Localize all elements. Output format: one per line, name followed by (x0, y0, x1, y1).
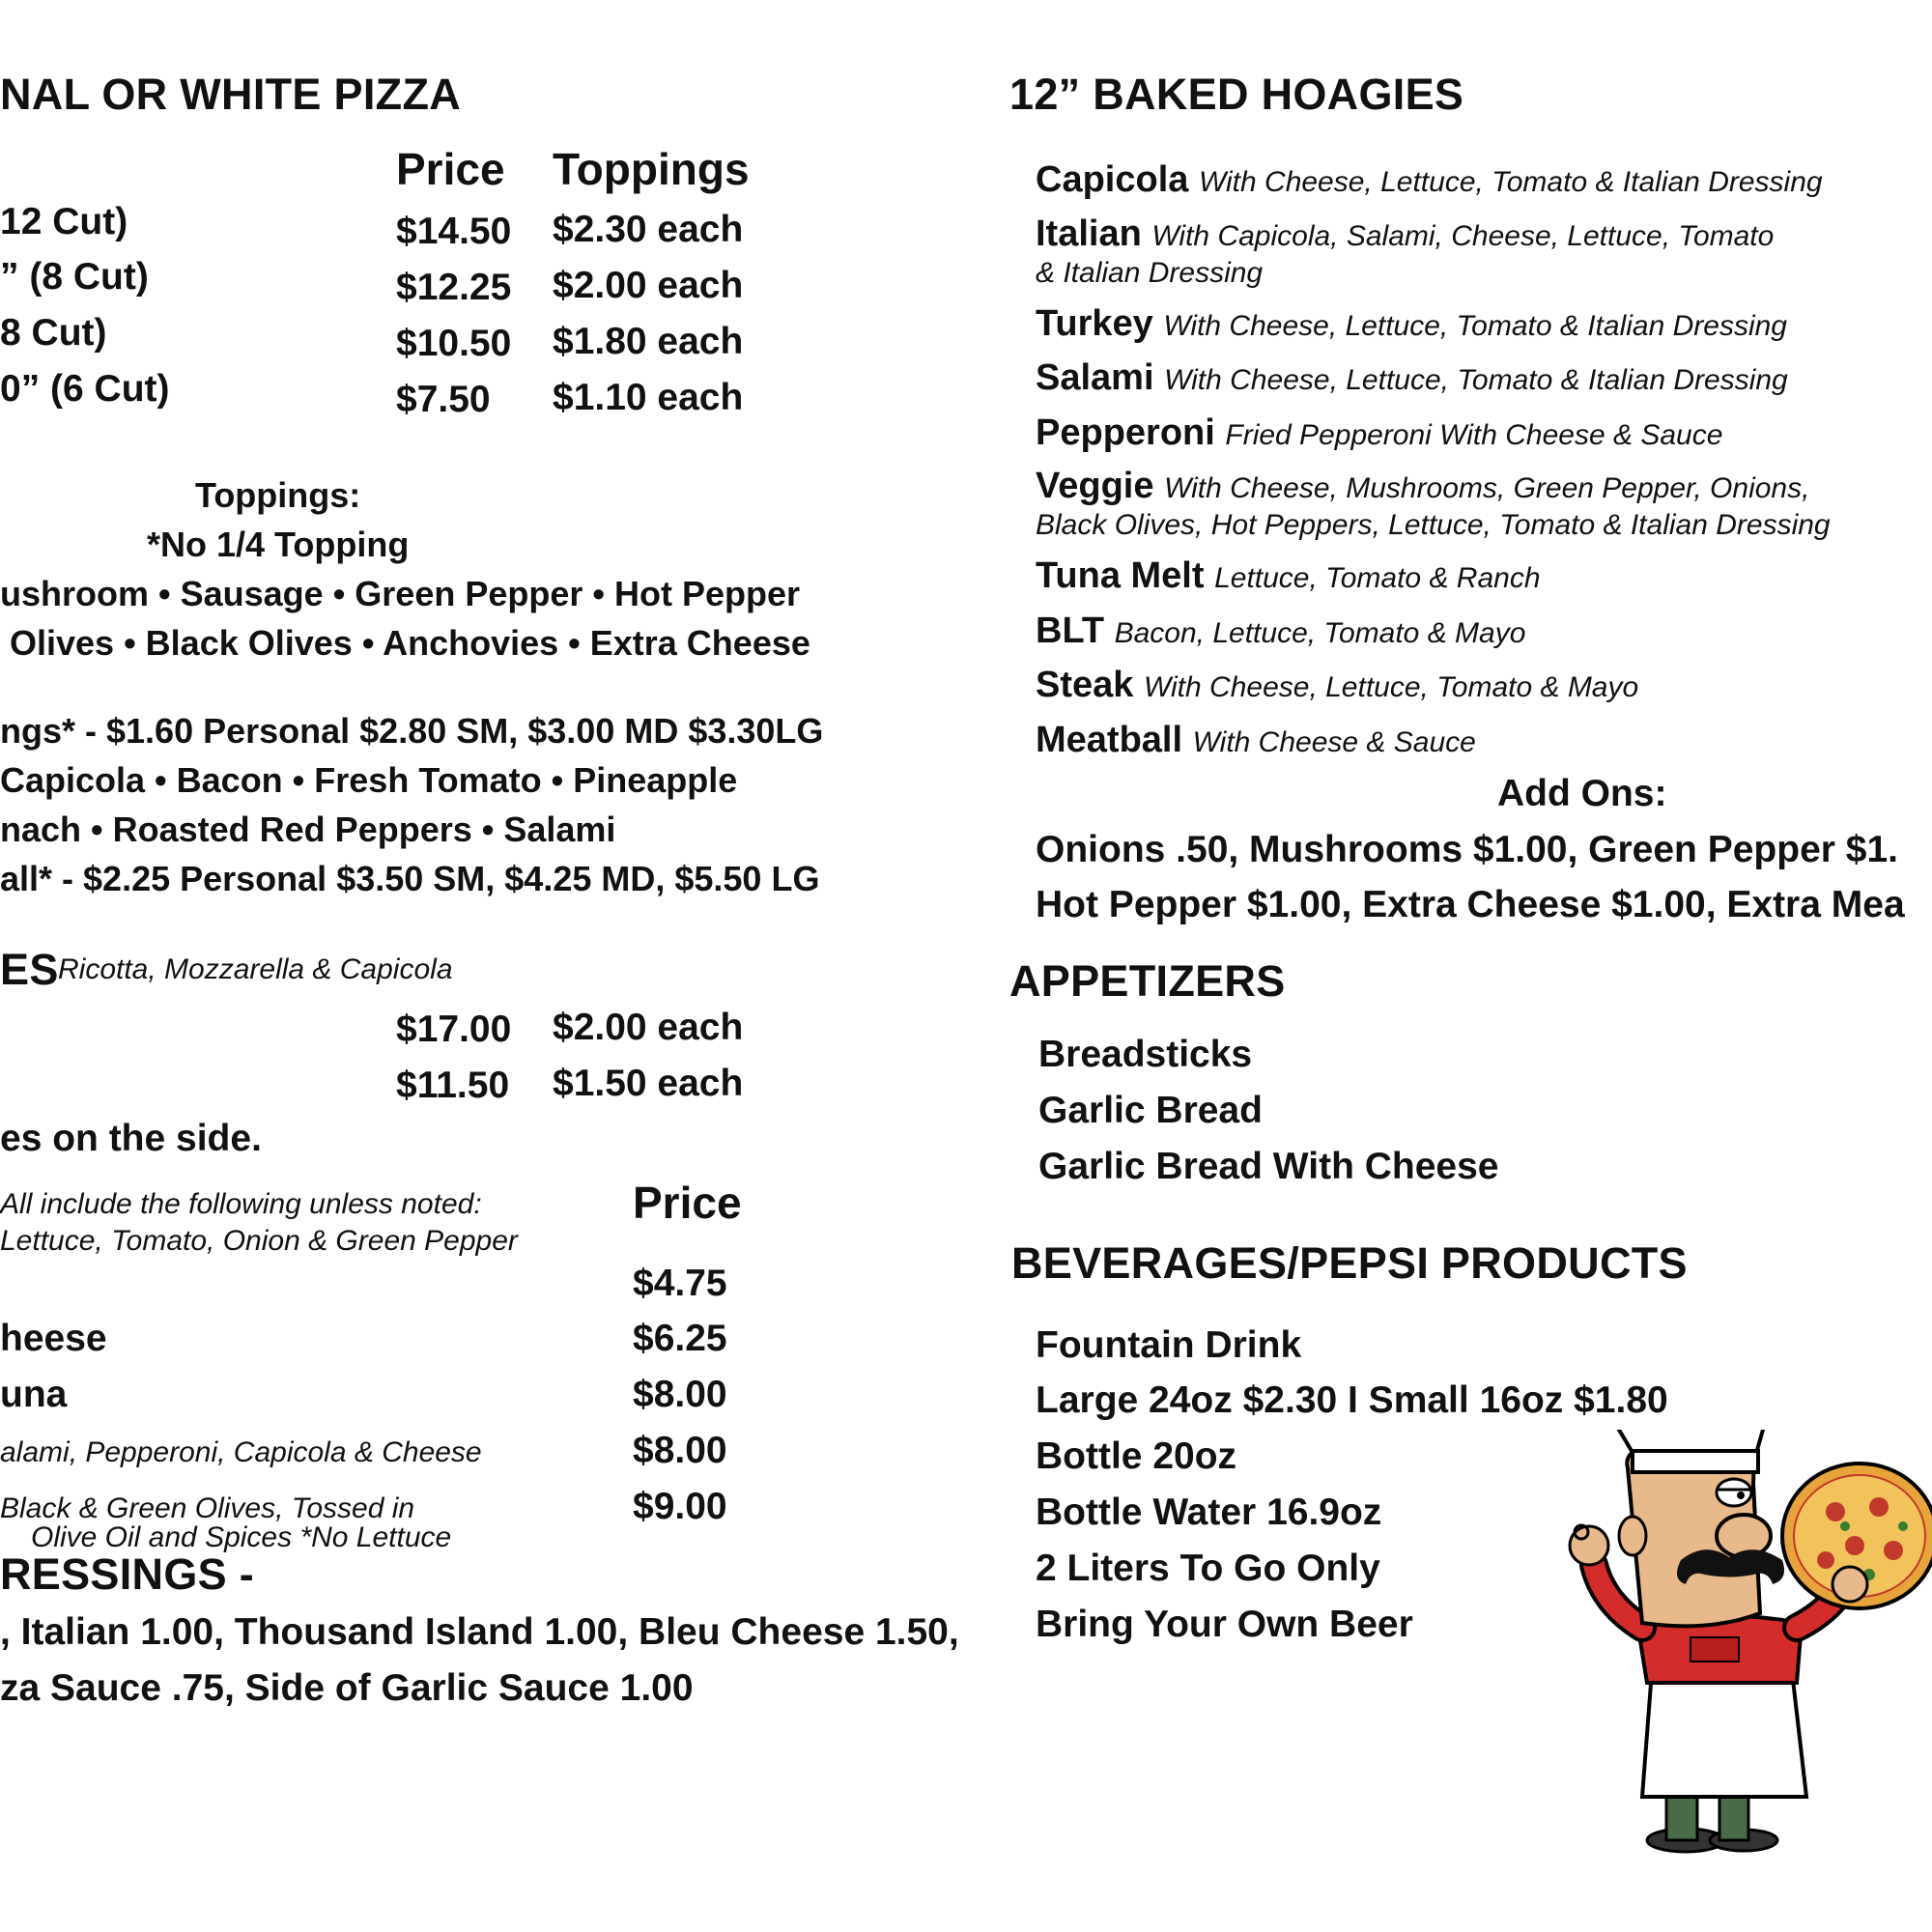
salad-price: $4.75 (633, 1263, 727, 1304)
appetizer-item: Garlic Bread With Cheese (1038, 1146, 1499, 1187)
salad-price: $8.00 (633, 1374, 727, 1415)
salads-price-header: Price (633, 1178, 742, 1228)
addons-line: Onions .50, Mushrooms $1.00, Green Pepper $1. (1036, 829, 1898, 870)
size-price: $7.50 (396, 379, 491, 420)
hoagie-description: With Cheese, Lettuce, Tomato & Italian Dressing (1163, 310, 1787, 342)
hoagie-description: With Cheese & Sauce (1192, 726, 1476, 758)
size-label: 8 Cut) (0, 312, 107, 354)
hoagie-name: Tuna Melt (1036, 555, 1205, 596)
hoagie-description: Fried Pepperoni With Cheese & Sauce (1225, 419, 1723, 451)
size-topping-price: $1.80 each (553, 321, 744, 362)
beverage-item: Bottle Water 16.9oz (1036, 1492, 1382, 1533)
hoagie-description: With Cheese, Lettuce, Tomato & Italian Dressing (1198, 166, 1823, 198)
stromboli-note: es on the side. (0, 1118, 262, 1159)
toppings-list-line: Olives • Black Olives • Anchovies • Extra Cheese (10, 623, 810, 663)
hoagie-description: Bacon, Lettuce, Tomato & Mayo (1114, 617, 1526, 649)
hoagie-name: Meatball (1036, 720, 1183, 760)
beverage-item: Fountain Drink (1036, 1324, 1302, 1366)
dressings-title: RESSINGS - (0, 1549, 255, 1599)
hoagie-item (1036, 213, 1774, 255)
hoagie-item (1036, 611, 1525, 652)
hoagie-item (1036, 720, 1476, 761)
beverage-item: Large 24oz $2.30 I Small 16oz $1.80 (1036, 1379, 1668, 1421)
size-topping-price: $2.30 each (553, 209, 744, 250)
salad-label: una (0, 1374, 68, 1415)
beverage-item: Bottle 20oz (1036, 1435, 1237, 1477)
hoagie-item (1036, 555, 1541, 597)
stromboli-topping-price: $2.00 each (553, 1007, 744, 1048)
premium-toppings-line: ngs* - $1.60 Personal $2.80 SM, $3.00 MD $3.30LG (0, 711, 824, 751)
price-column-header: Price (396, 144, 505, 194)
stromboli-price: $17.00 (396, 1009, 512, 1050)
stromboli-price: $11.50 (396, 1065, 510, 1106)
hoagie-name: Salami (1036, 357, 1154, 398)
beverages-title: BEVERAGES/PEPSI PRODUCTS (1011, 1238, 1688, 1288)
hoagie-description: With Cheese, Mushrooms, Green Pepper, Onions, (1164, 472, 1810, 504)
size-price: $14.50 (396, 211, 512, 252)
salad-label: Black & Green Olives, Tossed in (0, 1492, 415, 1524)
hoagie-description: With Cheese, Lettuce, Tomato & Mayo (1143, 671, 1639, 703)
size-price: $12.25 (396, 267, 512, 308)
salad-label: alami, Pepperoni, Capicola & Cheese (0, 1436, 482, 1468)
salads-note: Lettuce, Tomato, Onion & Green Pepper (0, 1225, 518, 1257)
hoagie-name: Turkey (1036, 303, 1153, 344)
hoagie-item (1036, 357, 1788, 399)
hoagie-description: With Cheese, Lettuce, Tomato & Italian Dressing (1164, 364, 1788, 396)
salad-label: heese (0, 1318, 107, 1359)
hoagie-name: Steak (1036, 665, 1134, 705)
toppings-title: Toppings: (195, 475, 361, 515)
size-label: 12 Cut) (0, 201, 128, 242)
size-label: ” (8 Cut) (0, 256, 149, 298)
stromboli-description: Ricotta, Mozzarella & Capicola (58, 953, 453, 985)
size-topping-price: $2.00 each (553, 265, 744, 306)
hoagie-name: Pepperoni (1036, 412, 1215, 453)
dressings-line: , Italian 1.00, Thousand Island 1.00, Bleu Cheese 1.50, (0, 1611, 959, 1653)
appetizer-item: Garlic Bread (1038, 1090, 1263, 1131)
stromboli-title: ES (0, 945, 59, 994)
hoagies-section-title: 12” BAKED HOAGIES (1009, 70, 1464, 119)
pizza-chef-illustration (1536, 1430, 1932, 1855)
appetizers-title: APPETIZERS (1009, 956, 1286, 1006)
beverage-item: Bring Your Own Beer (1036, 1604, 1413, 1645)
stromboli-topping-price: $1.50 each (553, 1063, 744, 1104)
toppings-list-line: ushroom • Sausage • Green Pepper • Hot Pepper (0, 574, 801, 613)
premium-toppings-line: all* - $2.25 Personal $3.50 SM, $4.25 MD, $5.50 LG (0, 859, 820, 898)
hoagie-item (1036, 466, 1809, 507)
hoagie-item (1036, 159, 1823, 201)
appetizer-item: Breadsticks (1038, 1034, 1253, 1075)
salads-note: All include the following unless noted: (0, 1188, 482, 1220)
toppings-column-header: Toppings (553, 144, 750, 194)
hoagie-description-cont: Black Olives, Hot Peppers, Lettuce, Tomato & Italian Dressing (1036, 509, 1831, 541)
hoagie-description: With Capicola, Salami, Cheese, Lettuce, Tomato (1151, 220, 1775, 252)
addons-title: Add Ons: (1497, 773, 1667, 814)
salad-price: $8.00 (633, 1430, 727, 1471)
beverage-item: 2 Liters To Go Only (1036, 1548, 1380, 1589)
hoagie-name: Italian (1036, 213, 1142, 254)
hoagie-description: Lettuce, Tomato & Ranch (1214, 562, 1541, 594)
salad-price: $9.00 (633, 1486, 727, 1527)
salad-price: $6.25 (633, 1318, 727, 1359)
hoagie-item (1036, 303, 1787, 345)
hoagie-item (1036, 665, 1638, 706)
premium-toppings-line: Capicola • Bacon • Fresh Tomato • Pineapple (0, 760, 738, 800)
addons-line: Hot Pepper $1.00, Extra Cheese $1.00, Extra Mea (1036, 884, 1905, 925)
hoagie-description-cont: & Italian Dressing (1036, 257, 1264, 289)
salad-sub-description: Olive Oil and Spices *No Lettuce (31, 1521, 452, 1553)
size-price: $10.50 (396, 323, 512, 364)
hoagie-name: Veggie (1036, 466, 1154, 506)
pizza-section-title: NAL OR WHITE PIZZA (0, 70, 462, 119)
dressings-line: za Sauce .75, Side of Garlic Sauce 1.00 (0, 1667, 694, 1709)
premium-toppings-line: nach • Roasted Red Peppers • Salami (0, 810, 616, 849)
size-label: 0” (6 Cut) (0, 368, 170, 410)
toppings-note: *No 1/4 Topping (147, 525, 410, 564)
hoagie-item (1036, 412, 1722, 454)
hoagie-name: Capicola (1036, 159, 1189, 200)
hoagie-name: BLT (1036, 611, 1105, 651)
size-topping-price: $1.10 each (553, 377, 744, 418)
